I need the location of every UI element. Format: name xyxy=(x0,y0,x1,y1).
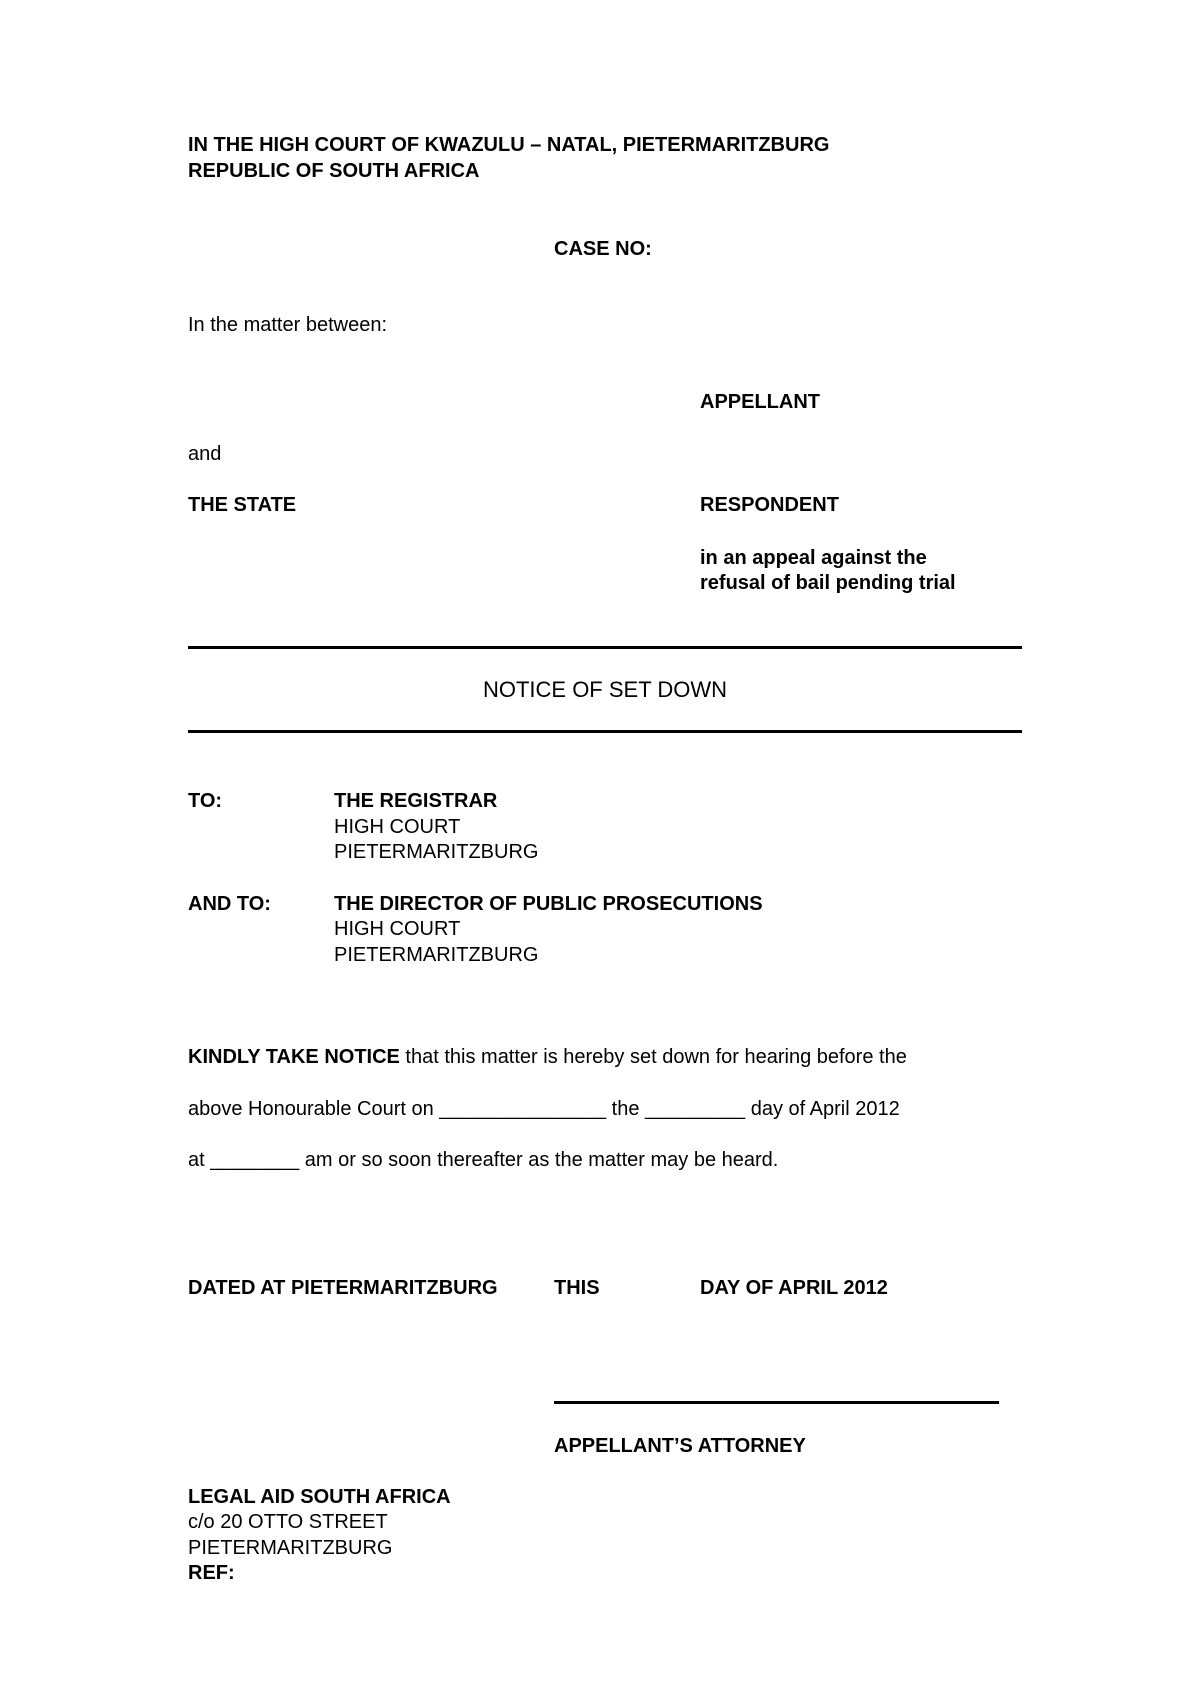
and-text: and xyxy=(188,443,222,465)
addressee-label: AND TO: xyxy=(188,893,271,915)
court-heading: IN THE HIGH COURT OF KWAZULU – NATAL, PIETERMARITZBURG xyxy=(188,134,830,156)
respondent-role: RESPONDENT xyxy=(700,494,839,516)
notice-body-line1 xyxy=(188,1044,907,1070)
title-bottom-rule xyxy=(188,730,1022,733)
dated-this: THIS xyxy=(554,1277,600,1299)
signature-role: APPELLANT’S ATTORNEY xyxy=(554,1435,806,1457)
dated-place: DATED AT PIETERMARITZBURG xyxy=(188,1277,498,1299)
respondent-name: THE STATE xyxy=(188,494,297,516)
attorney-address-line1: c/o 20 OTTO STREET xyxy=(188,1511,388,1533)
attorney-address-line2: PIETERMARITZBURG xyxy=(188,1537,393,1559)
addressee-label: TO: xyxy=(188,790,223,812)
notice-lead: KINDLY TAKE NOTICE xyxy=(188,1046,400,1068)
notice-body-line3: at ________ am or so soon thereafter as the matter may be heard. xyxy=(188,1149,779,1171)
addressee-name: THE DIRECTOR OF PUBLIC PROSECUTIONS xyxy=(334,893,763,915)
addressee-line1: HIGH COURT xyxy=(334,918,461,940)
signature-line xyxy=(554,1401,999,1404)
notice-body-line1-rest: that this matter is hereby set down for hearing before the xyxy=(399,1046,907,1068)
title-top-rule xyxy=(188,646,1022,649)
addressee-name: THE REGISTRAR xyxy=(334,790,498,812)
addressee-line1: HIGH COURT xyxy=(334,816,461,838)
appellant-role: APPELLANT xyxy=(700,391,820,413)
appeal-description-line2: refusal of bail pending trial xyxy=(700,572,956,594)
notice-body-line2: above Honourable Court on _______________ the _________ day of April 2012 xyxy=(188,1098,900,1120)
matter-intro: In the matter between: xyxy=(188,314,388,336)
republic-heading: REPUBLIC OF SOUTH AFRICA xyxy=(188,160,480,182)
case-number-label: CASE NO: xyxy=(554,238,652,260)
addressee-line2: PIETERMARITZBURG xyxy=(334,944,539,966)
notice-title: NOTICE OF SET DOWN xyxy=(482,677,728,702)
attorney-name: LEGAL AID SOUTH AFRICA xyxy=(188,1486,451,1508)
dated-day: DAY OF APRIL 2012 xyxy=(700,1277,888,1299)
appeal-description-line1: in an appeal against the xyxy=(700,547,927,569)
attorney-ref: REF: xyxy=(188,1562,235,1584)
addressee-line2: PIETERMARITZBURG xyxy=(334,841,539,863)
